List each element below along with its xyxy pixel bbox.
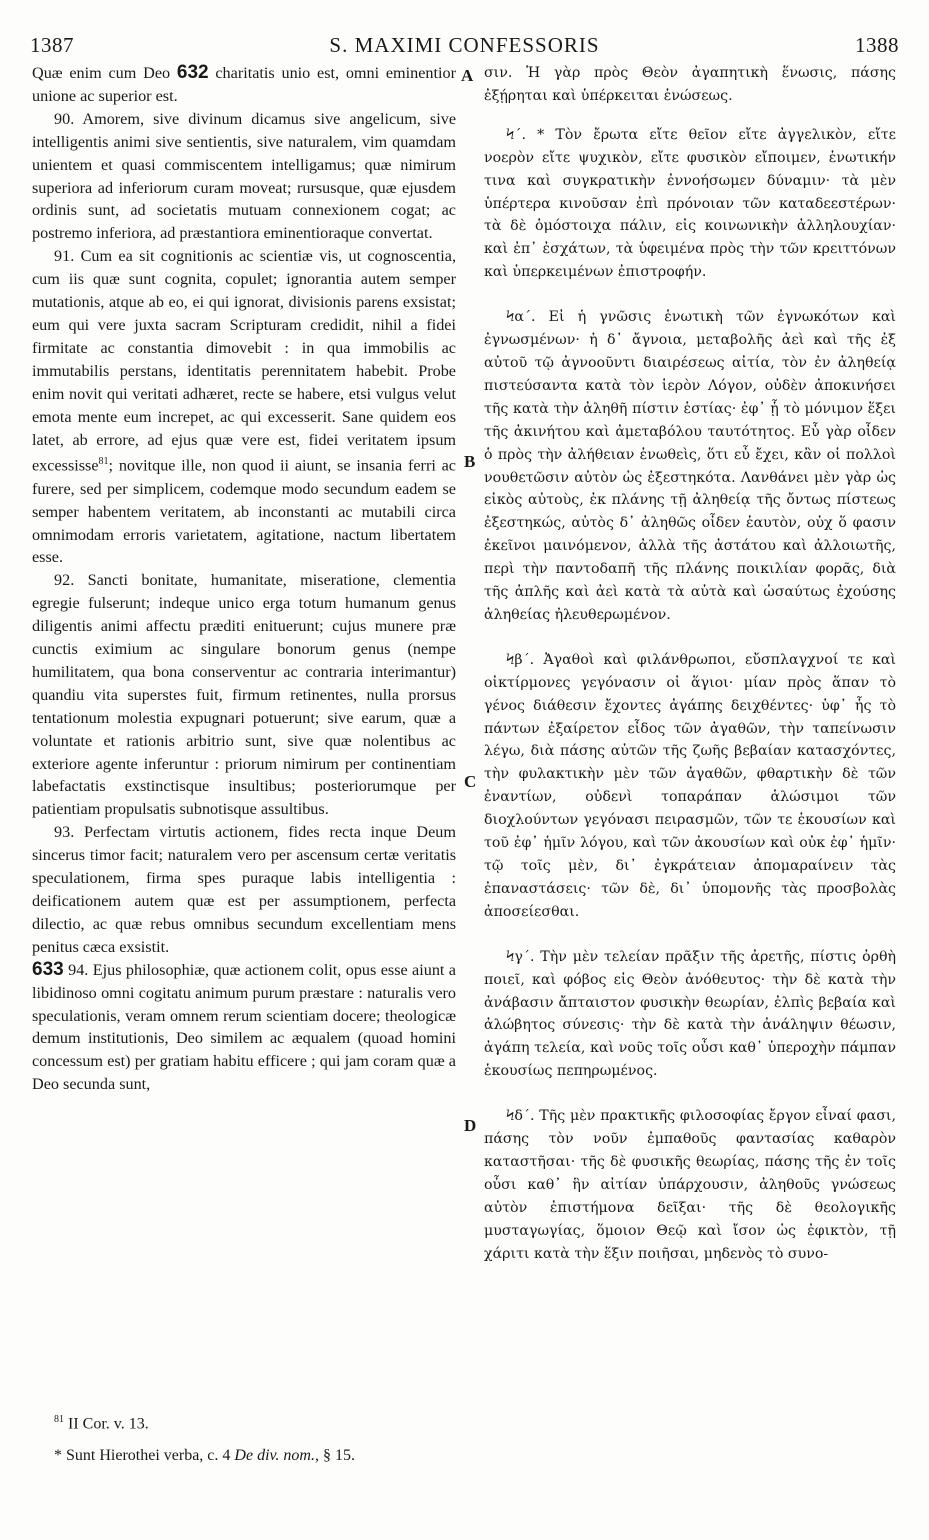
latin-para-94 <box>32 959 456 1096</box>
footnote-star <box>54 1440 355 1472</box>
column-number-633: 633 <box>32 958 64 980</box>
margin-letter-a: A <box>461 66 474 85</box>
latin-para-0-text-b: charitatis unio est, omni eminentior unione ac superior est. <box>32 64 457 105</box>
footnote-star-text-b: , § 15. <box>314 1447 355 1465</box>
greek-para-0: σιν. Ἡ γὰρ πρὸς Θεὸν ἀγαπητικὴ ἕνωσις, πάσης ἐξῄρηται καὶ ὑπέρκειται ἑνώσεως. <box>484 65 896 104</box>
latin-para-0 <box>32 62 456 108</box>
greek-column <box>484 62 896 1266</box>
page-number-left: 1387 <box>30 33 74 57</box>
running-title: S. MAXIMI CONFESSORIS <box>329 33 600 57</box>
column-number-632: 632 <box>176 62 209 83</box>
margin-letter-c: C <box>464 772 477 791</box>
greek-para-90: Ϟ΄. * Τὸν ἔρωτα εἴτε θεῖον εἴτε ἀγγελικὸν, εἴτε νοερὸν εἴτε ψυχικὸν, εἴτε φυσικὸν εἴποιμεν, ἑνωτικήν τινα καὶ συγκρατικὴν ἐννοήσωμεν δύναμιν· τὰ μὲν ὑπέρτερα κινοῦσαν ἐπὶ πρόνοιαν τῶν καταδεεστέρων· τὰ δὲ ὁμόστοιχα πάλιν, εἰς κοινωνικὴν ἀλληλουχίαν· καὶ ἐπ᾽ ἐσχάτων, τὰ ὑφειμένα πρὸς τὴν τῶν κρειττόνων καὶ ὑπερκειμένων ἐπιστροφήν. <box>484 126 896 281</box>
footnote-81-text: II Cor. v. 13. <box>68 1415 149 1433</box>
greek-para-94: Ϟδ΄. Τῆς μὲν πρακτικῆς φιλοσοφίας ἔργον εἶναί φασι, πάσης τὸν νοῦν ἐμπαθοῦς φαντασίας καθαρὸν καταστῆσαι· τῆς δὲ φυσικῆς θεωρίας, πάσης τῆς ἐν τοῖς οὖσι καθ᾽ ἣν αἰτίαν ὑπάρχουσιν, ἀληθοῦς γνώσεως αὐτὸν ἐπιστήμονα δεῖξαι· τῆς δὲ θεολογικῆς μυσταγωγίας, ὅμοιον Θεῷ καὶ ἴσον ὡς ἐφικτὸν, τῇ χάριτι κατὰ τὴν ἕξιν ποιῆσαι, μηδενὸς τὸ συνο- <box>484 1108 896 1262</box>
latin-para-91-text-b: ; novitque ille, non quod ii aiunt, se insania ferri ac furere, sed per simplicem, codemque modo secundum eadem se semper habentem veritatem, ab inconstanti ac mutabili circa omnimodam erroris varietatem, agitatione, nactum libertatem esse. <box>32 456 456 567</box>
latin-para-0-text-a: Quæ enim cum Deo <box>32 64 171 82</box>
latin-para-93: 93. Perfectam virtutis actionem, fides recta inque Deum sincerus timor facit; naturalem vero per ascensum certæ veritatis speculationem, firma spes puraque labis intelligentia : deificationem autem quæ est per assumptionem, perfecta dilectio, ac quæ rebus omnibus secundum excellentiam mens penitus cæca exsistit. <box>32 823 456 956</box>
page-number-right: 1388 <box>854 33 899 57</box>
latin-para-94-text: 94. Ejus philosophiæ, quæ actionem colit, opus esse aiunt a libidinoso omni cogitatu animum purum præstare : naturalis vero speculationis, veram omnem rerum scientiam docere; theologicæ demum institutionis, Deo similem ac æqualem (quoad homini concessum est) per gratiam habitu efficere ; qui jam coram quæ a Deo secunda sunt, <box>32 960 456 1094</box>
footnote-81-mark: 81 <box>54 1414 64 1425</box>
latin-para-92: 92. Sancti bonitate, humanitate, miseratione, clementia egregie fulserunt; indeque unico erga totum humanum genus diligentis animi affectu præditi enituerunt; cujus munere præ cunctis eximium ac singulare bonorum genus (nempe humilitatem, qua bona conserventur ac contraria interimantur) quandiu vita superstes fuit, firmum retinentes, nulla prorsus tentationum molestia expugnari potuerunt; sive earum, quæ a voluntate et rationis arbitrio sunt, sive quæ nolentibus ac exteriore agente inferuntur : priorum nimirum per continentiam labefactatis exstinctisque insultibus; posteriorumque per patientiam propulsatis subnotisque assultibus. <box>32 571 456 819</box>
footnote-star-work-title: De div. nom. <box>234 1447 315 1465</box>
footnote-star-text-a: * Sunt Hierothei verba, c. 4 <box>54 1447 231 1465</box>
footnote-ref-81: 81 <box>98 456 109 468</box>
greek-para-93: Ϟγ΄. Τὴν μὲν τελείαν πρᾶξιν τῆς ἀρετῆς, πίστις ὀρθὴ ποιεῖ, καὶ φόβος εἰς Θεὸν ἀνόθευτος· τὴν δὲ κατὰ τὴν ἀνάβασιν ἄπταιστον φυσικὴν θεωρίαν, ἐλπὶς βεβαία καὶ ἀλώβητος σύνεσις· τὴν δὲ κατὰ τὴν ἀνάληψιν θέωσιν, ἀγάπη τελεία, καὶ νοῦς τοῖς οὖσι καθ᾽ ὑπεροχὴν πάμπαν ἑκουσίως πεπηρωμένος. <box>484 948 896 1080</box>
greek-para-92: Ϟβ΄. Ἀγαθοὶ καὶ φιλάνθρωποι, εὔσπλαγχνοί τε καὶ οἰκτίρμονες γεγόνασιν οἱ ἅγιοι· μίαν πρὸς ἅπαν τὸ γένος διάθεσιν ἔχοντες ἀγάπης δειχθέντες· ὑφ᾽ ἧς τὸ πάντων ἐξαίρετον εἶδος τῶν ἀγαθῶν, τὴν ταπείνωσιν λέγω, διὰ πάσης αὐτῶν τῆς ζωῆς βεβαίαν κατασχόντες, τὴν φυλακτικὴν μὲν τῶν ἀγαθῶν, φθαρτικὴν δὲ τῶν ἐναντίων, οὐδενὶ τοπαράπαν ἁλώσιμοι τῶν διοχλούντων γεγόνασι πειρασμῶν, τῶν τε ἑκουσίων καὶ τοῦ ἐφ᾽ ἡμῖν λόγου, καὶ τῶν ἀκουσίων καὶ οὐκ ἐφ᾽ ἡμῖν· τῷ τοῖς μὲν, δι᾽ ἐγκράτειαν ἀπομαραίνειν τὰς ἐπαναστάσεις· τῶν δὲ, δι᾽ ὑπομονῆς τὰς προσβολὰς ἀποσείεσθαι. <box>484 651 896 920</box>
latin-column <box>32 62 456 1096</box>
greek-para-91: Ϟα΄. Εἰ ἡ γνῶσις ἑνωτικὴ τῶν ἐγνωκότων καὶ ἐγνωσμένων· ἡ δ᾽ ἄγνοια, μεταβολῆς ἀεὶ καὶ τῆς ἐξ αὐτοῦ τῷ ἀγνοοῦντι διαιρέσεως αἰτία, τὸν ἐν ἀληθείᾳ πιστεύσαντα κατὰ τὸν ἱερὸν Λόγον, οὐδὲν ἀποκινήσει τῆς κατὰ τὴν ἀληθῆ πίστιν ἑστίας· ἐφ᾽ ᾗ τὸ μόνιμον ἕξει τῆς ἀκινήτου καὶ ἀμεταβόλου ταυτότητος. Εὖ γὰρ οἶδεν ὁ πρὸς τὴν ἀλήθειαν ἑνωθεὶς, ὅτι εὖ ἔχει, κἂν οἱ πολλοὶ νουθετῶσιν αὐτὸν ὡς ἐξεστηκότα. Λανθάνει μὲν γὰρ ὡς εἰκὸς αὐτοὺς, ἐκ πλάνης τῇ ἀληθείᾳ τῆς ὄντως πίστεως ἐξεστηκώς, αὐτὸς δ᾽ ἀληθῶς οἶδεν ἑαυτὸν, οὐχ ὅ φασιν ἐκεῖνοι μαινόμενον, ἀλλὰ τῆς ἀστάτου καὶ ἀλλοιωτῆς, περὶ τὴν παντοδαπῆ τῆς πλάνης ποικιλίαν φορᾶς, διὰ τῆς ἁπλῆς καὶ ἀεὶ κατὰ τὰ αὐτὰ καὶ ὡσαύτως ἐχούσης ἀληθείας ἠλευθερωμένον. <box>484 309 896 623</box>
latin-para-91-text-a: 91. Cum ea sit cognitionis ac scientiæ vis, ut cognoscentia, cum iis quæ sunt cognita, copulet; ignorantia autem semper mutationis, atque ab eo, ei qui ignorat, divisionis parens exsistat; eum qui vere juxta sacram Scripturam credidit, nihil a fidei firmitate ac constantia dimovebit : in qua immobilis ac immutabilis perstans, identitatis perennitatem habebit. Probe enim novit qui veritati adhæret, recte se habere, etsi vulgus velut emota mente eum increpet, ac qui excesserit. Sane quidem eos latet, ab errore, ad ejus quæ vere est, fidei veritatem ipsum excessisse <box>32 247 456 475</box>
latin-para-90: 90. Amorem, sive divinum dicamus sive angelicum, sive intelligentis animi sive sentientis, sive naturalem, vim quamdam unientem et quasi commiscentem intelligamus; quæ nimirum superiora ad inferiorum curam moveat; rursusque, quæ ejusdem ordinis sunt, ad societatis mutuam connexionem cogat; ac postremo inferiora, ad præstantiora eminentioraque convertat. <box>32 109 456 243</box>
footnote-81 <box>54 1404 355 1440</box>
latin-para-91 <box>32 245 456 569</box>
margin-letter-d: D <box>464 1116 477 1135</box>
running-header <box>30 33 899 63</box>
footnotes <box>54 1404 355 1472</box>
margin-letter-b: B <box>464 452 476 471</box>
